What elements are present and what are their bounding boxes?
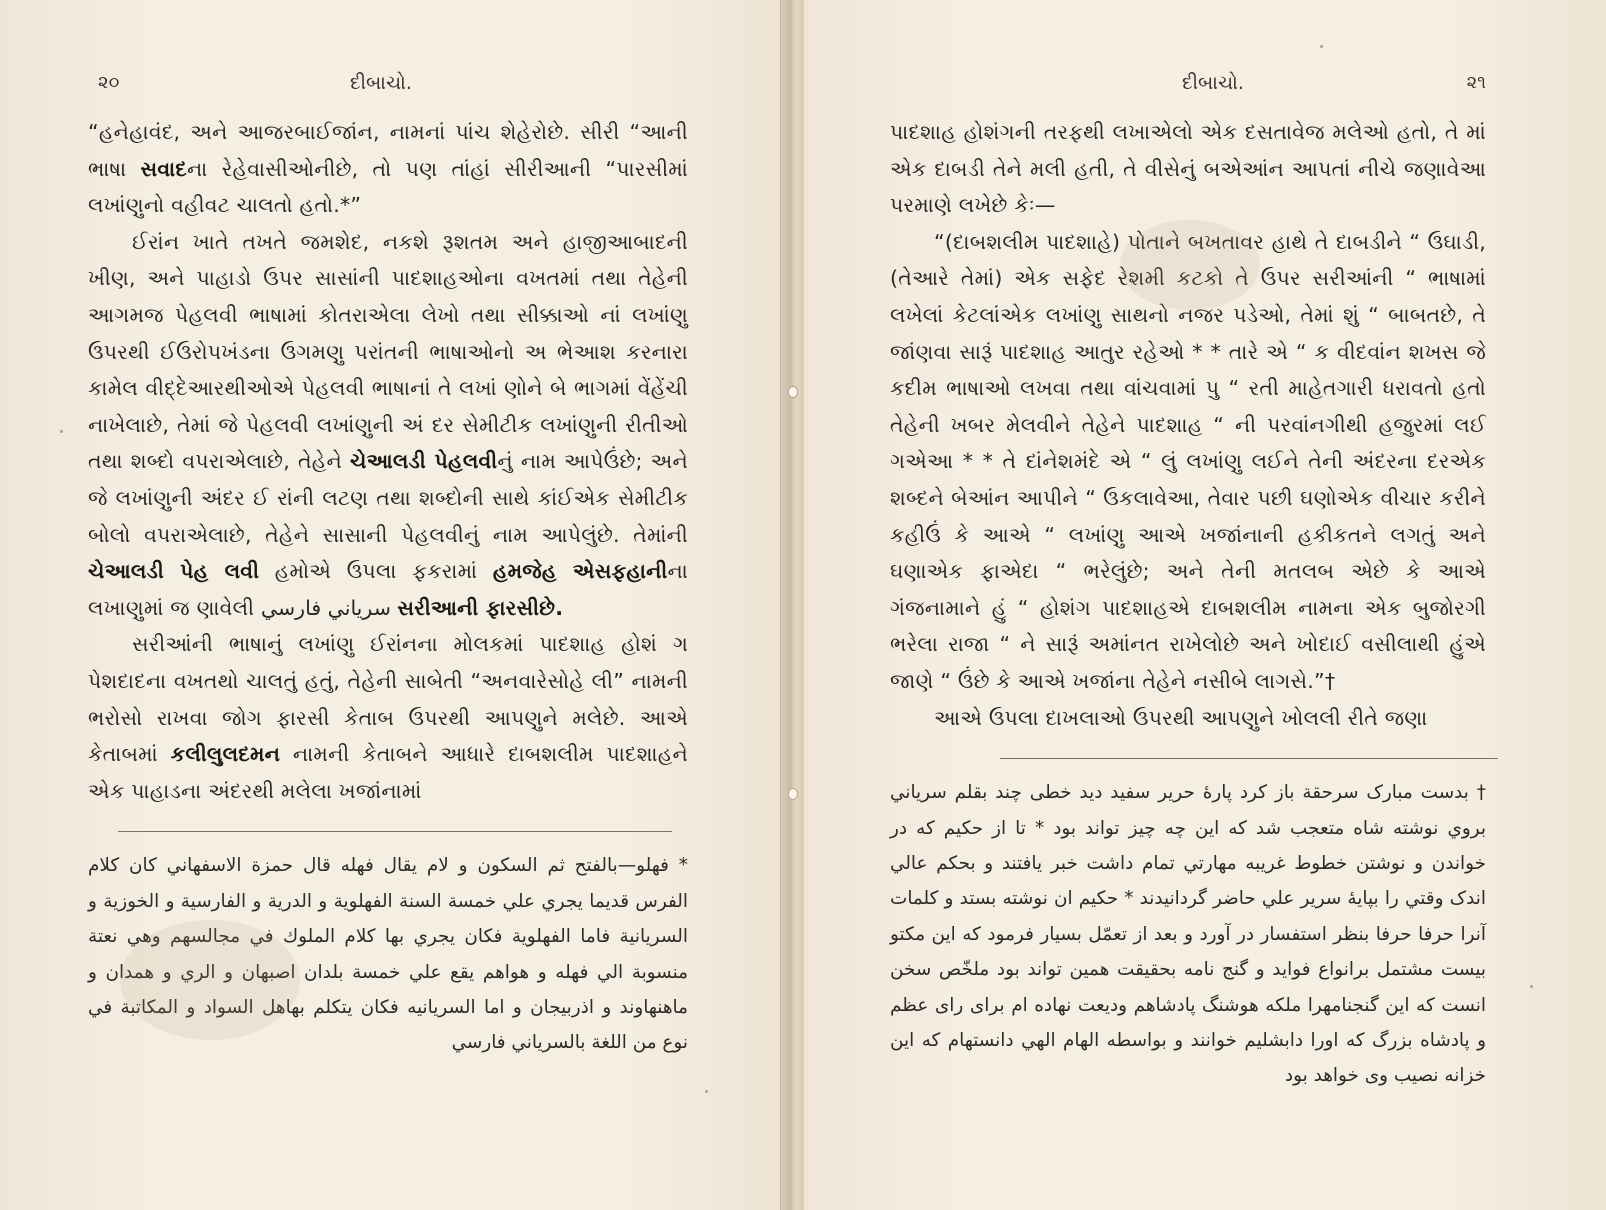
- right-page-number: ૨૧: [1466, 72, 1486, 93]
- book-gutter: [780, 0, 806, 1210]
- bold-term: સરીઆની ફારસીછે.: [397, 595, 564, 620]
- left-page-number: ૨૦: [98, 72, 120, 93]
- left-running-title: દીબાચો.: [350, 72, 412, 94]
- left-footnote: * فهلو—بالفتح ثم السكون و لام يقال فهله قال حمزة الاسفهاني كان كلام الفرس قديما يجري علي خمسة السنة الفهلوية و الدرية و الفارسية و الخوزية و السريانية فاما الفهلوية فكان يجري بها كلام الملوك في مجالسهم وهي نعتة منسوبة الي فهله و هواهم يقع علي خمسة بلدان اصبهان و الري و همدان و ماهنهاوند و اذربيجان و اما السريانيه فكان يتكلم بهاهل السواد و المكاتبة في نوع من اللغة بالسرياني فارسي: [88, 855, 688, 1054]
- paper-speck: [1320, 45, 1323, 48]
- text-run: સરીઆંની ભાષાનું લખાંણુ ઈરાંનના મોલકમાં પાદશાહ હોશં ગ પેશદાદના વખતથો ચાલતું હતું, તેહેની સાબેતી “અનવારેસોહે લી” નામની ભરોસો રાખવા જોગ ફારસી કેતાબ ઉપરથી આપણુને મલેછે. આએ કેતાબમાં: [88, 632, 688, 767]
- paragraph: [88, 224, 688, 627]
- text-run: ઈરાંન ખાતે તખતે જમશેદ, નકશે રૂશતમ અને હાજીઆબાદની ખીણ, અને પાહાડો ઉપર સાસાંની પાદશાહઓના વખતમાં તથા તેહેની આગમજ પેહલવી ભાષામાં કોતરાએલા લેખો તથા સીક્કાઓ નાં લખાંણુ ઉપરથી ઈઉરોપખંડના ઉગમણુ પરાંતની ભાષાઓનો અ ભેઆશ કરનારા કામેલ વીદ્દેઆરથીઓએ પેહલવી ભાષાનાં તે લખાં ણોને બે ભાગમાં વેંહેંચી નાખેલાછે, તેમાં જે પેહલવી લખાંણુની અં દર સેમીટીક લખાંણુની રીતીઓ તથા શબ્દો વપરાએલાછે, તેહેને: [88, 229, 688, 474]
- text-run: નામની કેતાબને આધારે દાબશલીમ પાદશાહને એક પાહાડના અંદરથી મલેલા ખજાંનામાં: [88, 742, 688, 803]
- bold-term: હમજેહ એસફહાની: [492, 559, 668, 584]
- left-page-header: [88, 64, 688, 94]
- bold-term: સવાદ: [140, 156, 187, 181]
- bold-term: ચેઆલડી પેહલવી: [350, 449, 498, 474]
- paper-speck: [1530, 985, 1533, 988]
- right-running-title: દીબાચો.: [1182, 72, 1244, 94]
- left-page-body: [88, 114, 688, 809]
- right-footnote-rule: [1000, 758, 1498, 759]
- text-run: હમોએ ઉપલા ફકરામાં: [259, 559, 493, 584]
- paper-speck: [705, 1090, 708, 1093]
- bold-term: ચેઆલડી પેહ લવી: [88, 559, 260, 584]
- right-page: [804, 0, 1606, 1210]
- paper-stain: [120, 920, 300, 1040]
- bold-term: કલીલુલદમન: [170, 742, 281, 767]
- paragraph: [890, 700, 1486, 737]
- text-run: પાદશાહ હોશંગની તરફથી લખાએલો એક દસતાવેજ મલેઓ હતો, તે માં એક દાબડી તેને મલી હતી, તે વીસેનું બએઆંન આપતાં નીચે જણાવેઆ પરમાણે લખેછે કેઃ—: [890, 120, 1486, 218]
- text-run: “હનેહાવંદ, અને આજરબાઈજાંન, નામનાં પાંચ શેહેરોછે. સીરી “આની ભાષા: [88, 120, 688, 181]
- paragraph: [88, 626, 688, 809]
- right-page-body: [890, 114, 1486, 736]
- text-run: ના લખાણુમાં જ ણાવેલી: [88, 559, 688, 620]
- paper-speck: [60, 430, 63, 433]
- left-footnote-rule: [118, 831, 672, 832]
- text-run: નું નામ આપેઉંછે; અને જે લખાંણુની અંદર ઈ રાંની લટણ તથા શબ્દોની સાથે કાંઈએક સેમીટીક બોલો વપરાએલાછે, તેહેને સાસાની પેહલવીનું નામ આપેલુંછે. તેમાંની: [88, 449, 688, 547]
- text-run: سرياني فارسي: [260, 595, 391, 620]
- text-run: આએ ઉપલા દાખલાઓ ઉપરથી આપણુને ખોલલી રીતે જણા: [934, 705, 1428, 730]
- text-run: ના રેહેવાસીઓનીછે, તો પણ તાંહાં સીરીઆની “પારસીમાં લખાંણુનો વહીવટ ચાલતો હતો.*”: [88, 156, 688, 218]
- binding-hole: [788, 386, 798, 398]
- paragraph: [88, 114, 688, 224]
- left-page: [0, 0, 780, 1210]
- right-page-header: [890, 64, 1486, 94]
- paragraph: [890, 114, 1486, 224]
- right-footnote: † بدست مبارک سرحقة باز کرد پارهٔ حریر سفید دید خطی چند بقلم سریاني بروي نوشته شاه متعجب شد که این چه چیز تواند بود * تا از حکیم که در خواندن و نوشتن خطوط غریبه مهارتي تمام داشت خبر یافتند و بحکم عالي اندک وقتي را بپایهٔ سریر علي حاضر گردانیدند * حکیم ان نوشته بستد و کلمات آنرا حرفا حرفا بنظر استفسار در آورد و بعد از تعمّل بسیار فرمود که این مکتو بیست مشتمل برانواع فواید و گنج نامه بحقیقت همین تواند بود ملخّص سخن انست که این گنجنامهرا ملکه هوشنگ پادشاهم ودیعت نهاده ام برای رای عظم و پادشاه بزرگ که اورا دابشلیم خوانند و بواسطه الهام الهي دانستهام که این خزانه نصیب وی خواهد بود: [890, 782, 1486, 1087]
- paper-stain: [1120, 220, 1260, 310]
- binding-hole: [788, 788, 798, 800]
- text-run: “(દાબશલીમ પાદશાહે) પોતાને બખતાવર હાથે તે દાબડીને “ ઉઘાડી, (તેઆરે તેમાં) એક સફેદ રેશમી કટકો તે ઉપર સરીઆંની “ ભાષામાં લખેલાં કેટલાંએક લખાંણુ સાથનો નજર પડેઓ, તેમાં શું “ બાબતછે, તે જાંણવા સારૂં પાદશાહ આતુર રહેઓ * * તારે એ “ ક વીદવાંન શખસ જે કદીમ ભાષાઓ લખવા તથા વાંચવામાં પુ “ રતી માહેતગારી ધરાવતો હતો તેહેની ખબર મેલવીને તેહેને પાદશાહ “ ની પરવાંનગીથી હજુરમાં લઈ ગએઆ * * તે દાંનેશમંદે એ “ લું લખાંણુ લઈને તેની અંદરના દરએક શબ્દને બેઆંન આપીને “ ઉકલાવેઆ, તેવાર પછી ઘણોએક વીચાર કરીને કહીઉં કે આએ “ લખાંણુ આએ ખજાંનાની હકીકતને લગતું અને ઘણાએક ફાએદા “ ભરેલુંછે; અને તેની મતલબ એછે કે આએ ગંજનામાને હું “ હોશંગ પાદશાહએ દાબશલીમ નામના એક બુજોરગી ભરેલા રાજા “ ને સારૂં અમાંનત રાખેલોછે અને ખોદાઈ વસીલાથી હુંએ જાણે “ ઉંછે કે આએ ખજાંના તેહેને નસીબે લાગસે.”†: [890, 229, 1486, 693]
